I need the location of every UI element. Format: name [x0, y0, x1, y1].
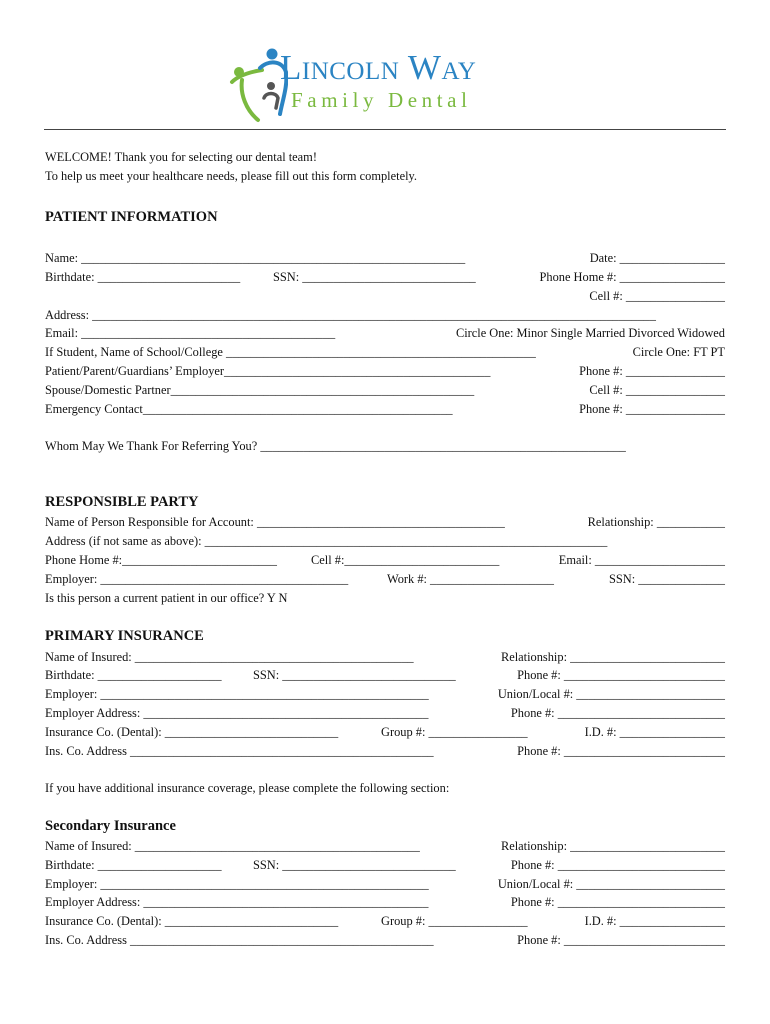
secondary-ins-phone-field[interactable]: Phone #: __________________________	[517, 933, 725, 947]
secondary-group-field[interactable]: Group #: ________________	[381, 914, 528, 928]
secondary-insurance-heading: Secondary Insurance	[45, 818, 176, 834]
secondary-relationship-field[interactable]: Relationship: _________________________	[500, 839, 725, 853]
secondary-ins-address-field[interactable]: Ins. Co. Address _________________________________________________	[45, 933, 434, 947]
secondary-ssn-field[interactable]: SSN: ____________________________	[253, 858, 456, 872]
spouse-cell-field[interactable]: Cell #: ________________	[589, 383, 725, 397]
referral-field[interactable]: Whom May We Thank For Referring You? ___________________________________________________________	[45, 439, 626, 453]
employer-field[interactable]: Patient/Parent/Guardians’ Employer___________________________________________	[45, 364, 491, 378]
responsible-phone-home-field[interactable]: Phone Home #:_________________________	[45, 553, 277, 567]
referral-row	[45, 437, 725, 456]
primary-employer-address-field[interactable]: Employer Address: ______________________________________________	[45, 706, 429, 720]
marital-status-options[interactable]: Circle One: Minor Single Married Divorced Widowed	[455, 326, 725, 340]
responsible-phone-row	[45, 551, 725, 570]
secondary-phone-field[interactable]: Phone #: ___________________________	[510, 858, 725, 872]
secondary-id-field[interactable]: I.D. #: _________________	[584, 914, 725, 928]
responsible-relationship-field[interactable]: Relationship: ___________	[587, 515, 725, 529]
date-field[interactable]: Date: _________________	[589, 251, 725, 265]
primary-ins-address-field[interactable]: Ins. Co. Address _________________________________________________	[45, 744, 434, 758]
primary-insurance-co-field[interactable]: Insurance Co. (Dental): ____________________________	[45, 725, 339, 739]
primary-insured-field[interactable]: Name of Insured: _____________________________________________	[45, 650, 414, 664]
address-field[interactable]: Address: ___________________________________________________________________________________________	[45, 308, 656, 322]
secondary-birthdate-field[interactable]: Birthdate: ____________________	[45, 858, 222, 872]
cell-field[interactable]: Cell #: ________________	[589, 289, 725, 303]
responsible-address-field[interactable]: Address (if not same as above): _________________________________________________________________	[45, 534, 608, 548]
secondary-ins-address-row	[45, 931, 725, 950]
patient-name-row	[45, 249, 725, 268]
secondary-insurance-co-field[interactable]: Insurance Co. (Dental): ____________________________	[45, 914, 339, 928]
primary-employer-address-row	[45, 704, 725, 723]
primary-phone-field[interactable]: Phone #: __________________________	[517, 668, 725, 682]
patient-emergency-row	[45, 400, 725, 419]
primary-relationship-field[interactable]: Relationship: _________________________	[500, 650, 725, 664]
responsible-ssn-field[interactable]: SSN: ______________	[608, 572, 725, 586]
patient-birthdate-row	[45, 268, 725, 287]
primary-ins-phone-field[interactable]: Phone #: __________________________	[517, 744, 725, 758]
birthdate-field[interactable]: Birthdate: _______________________	[45, 270, 241, 284]
primary-employer-row	[45, 685, 725, 704]
employer-phone-field[interactable]: Phone #: ________________	[579, 364, 725, 378]
patient-cell-row	[45, 287, 725, 306]
patient-email-row	[45, 324, 725, 343]
responsible-cell-field[interactable]: Cell #:_________________________	[311, 553, 500, 567]
primary-ins-address-row	[45, 742, 725, 761]
primary-insurance-heading: PRIMARY INSURANCE	[45, 628, 204, 644]
name-field[interactable]: Name: ______________________________________________________________	[45, 251, 466, 265]
primary-birthdate-row	[45, 666, 725, 685]
patient-address-row	[45, 306, 725, 325]
primary-birthdate-field[interactable]: Birthdate: ____________________	[45, 668, 222, 682]
secondary-employer-address-field[interactable]: Employer Address: ______________________________________________	[45, 895, 429, 909]
responsible-work-field[interactable]: Work #: ____________________	[387, 572, 554, 586]
primary-group-field[interactable]: Group #: ________________	[381, 725, 528, 739]
responsible-party-heading: RESPONSIBLE PARTY	[45, 494, 199, 510]
patient-spouse-row	[45, 381, 725, 400]
additional-coverage-note: If you have additional insurance coverage, please complete the following section:	[45, 781, 450, 795]
tooth-family-icon	[228, 46, 288, 124]
emergency-contact-field[interactable]: Emergency Contact__________________________________________________	[45, 402, 453, 416]
ssn-field[interactable]: SSN: ____________________________	[273, 270, 476, 284]
patient-information-heading: PATIENT INFORMATION	[45, 209, 218, 225]
primary-insured-row	[45, 648, 725, 667]
responsible-email-field[interactable]: Email: _____________________	[558, 553, 725, 567]
primary-employer-phone-field[interactable]: Phone #: ___________________________	[510, 706, 725, 720]
primary-union-field[interactable]: Union/Local #: ________________________	[497, 687, 725, 701]
logo-subtitle: Family Dental	[291, 88, 472, 112]
primary-id-field[interactable]: I.D. #: _________________	[584, 725, 725, 739]
secondary-birthdate-row	[45, 856, 725, 875]
primary-insurance-row	[45, 723, 725, 742]
email-field[interactable]: Email: _________________________________________	[45, 326, 336, 340]
primary-ssn-field[interactable]: SSN: ____________________________	[253, 668, 456, 682]
responsible-person-field[interactable]: Name of Person Responsible for Account: ________________________________________	[45, 515, 505, 529]
secondary-union-field[interactable]: Union/Local #: ________________________	[497, 877, 725, 891]
patient-school-row	[45, 343, 725, 362]
emergency-phone-field[interactable]: Phone #: ________________	[579, 402, 725, 416]
responsible-address-row	[45, 532, 725, 551]
welcome-line-2: To help us meet your healthcare needs, please fill out this form completely.	[45, 169, 417, 183]
secondary-insurance-row	[45, 912, 725, 931]
logo-name: Lincoln Way	[280, 48, 477, 87]
secondary-employer-phone-field[interactable]: Phone #: ___________________________	[510, 895, 725, 909]
school-field[interactable]: If Student, Name of School/College __________________________________________________	[45, 345, 536, 359]
phone-home-field[interactable]: Phone Home #: _________________	[539, 270, 725, 284]
header-divider	[44, 129, 726, 130]
responsible-employer-row	[45, 570, 725, 589]
secondary-insured-field[interactable]: Name of Insured: ______________________________________________	[45, 839, 420, 853]
welcome-line-1: WELCOME! Thank you for selecting our dental team!	[45, 150, 317, 164]
primary-employer-field[interactable]: Employer: _____________________________________________________	[45, 687, 429, 701]
responsible-person-row	[45, 513, 725, 532]
spouse-field[interactable]: Spouse/Domestic Partner_________________________________________________	[45, 383, 475, 397]
secondary-insured-row	[45, 837, 725, 856]
current-patient-row	[45, 589, 725, 608]
secondary-employer-row	[45, 875, 725, 894]
student-status-options[interactable]: Circle One: FT PT	[632, 345, 725, 359]
responsible-employer-field[interactable]: Employer: ________________________________________	[45, 572, 349, 586]
current-patient-options[interactable]: Is this person a current patient in our office? Y N	[45, 591, 288, 605]
secondary-employer-field[interactable]: Employer: _____________________________________________________	[45, 877, 429, 891]
patient-employer-row	[45, 362, 725, 381]
secondary-employer-address-row	[45, 893, 725, 912]
practice-logo	[228, 46, 543, 124]
